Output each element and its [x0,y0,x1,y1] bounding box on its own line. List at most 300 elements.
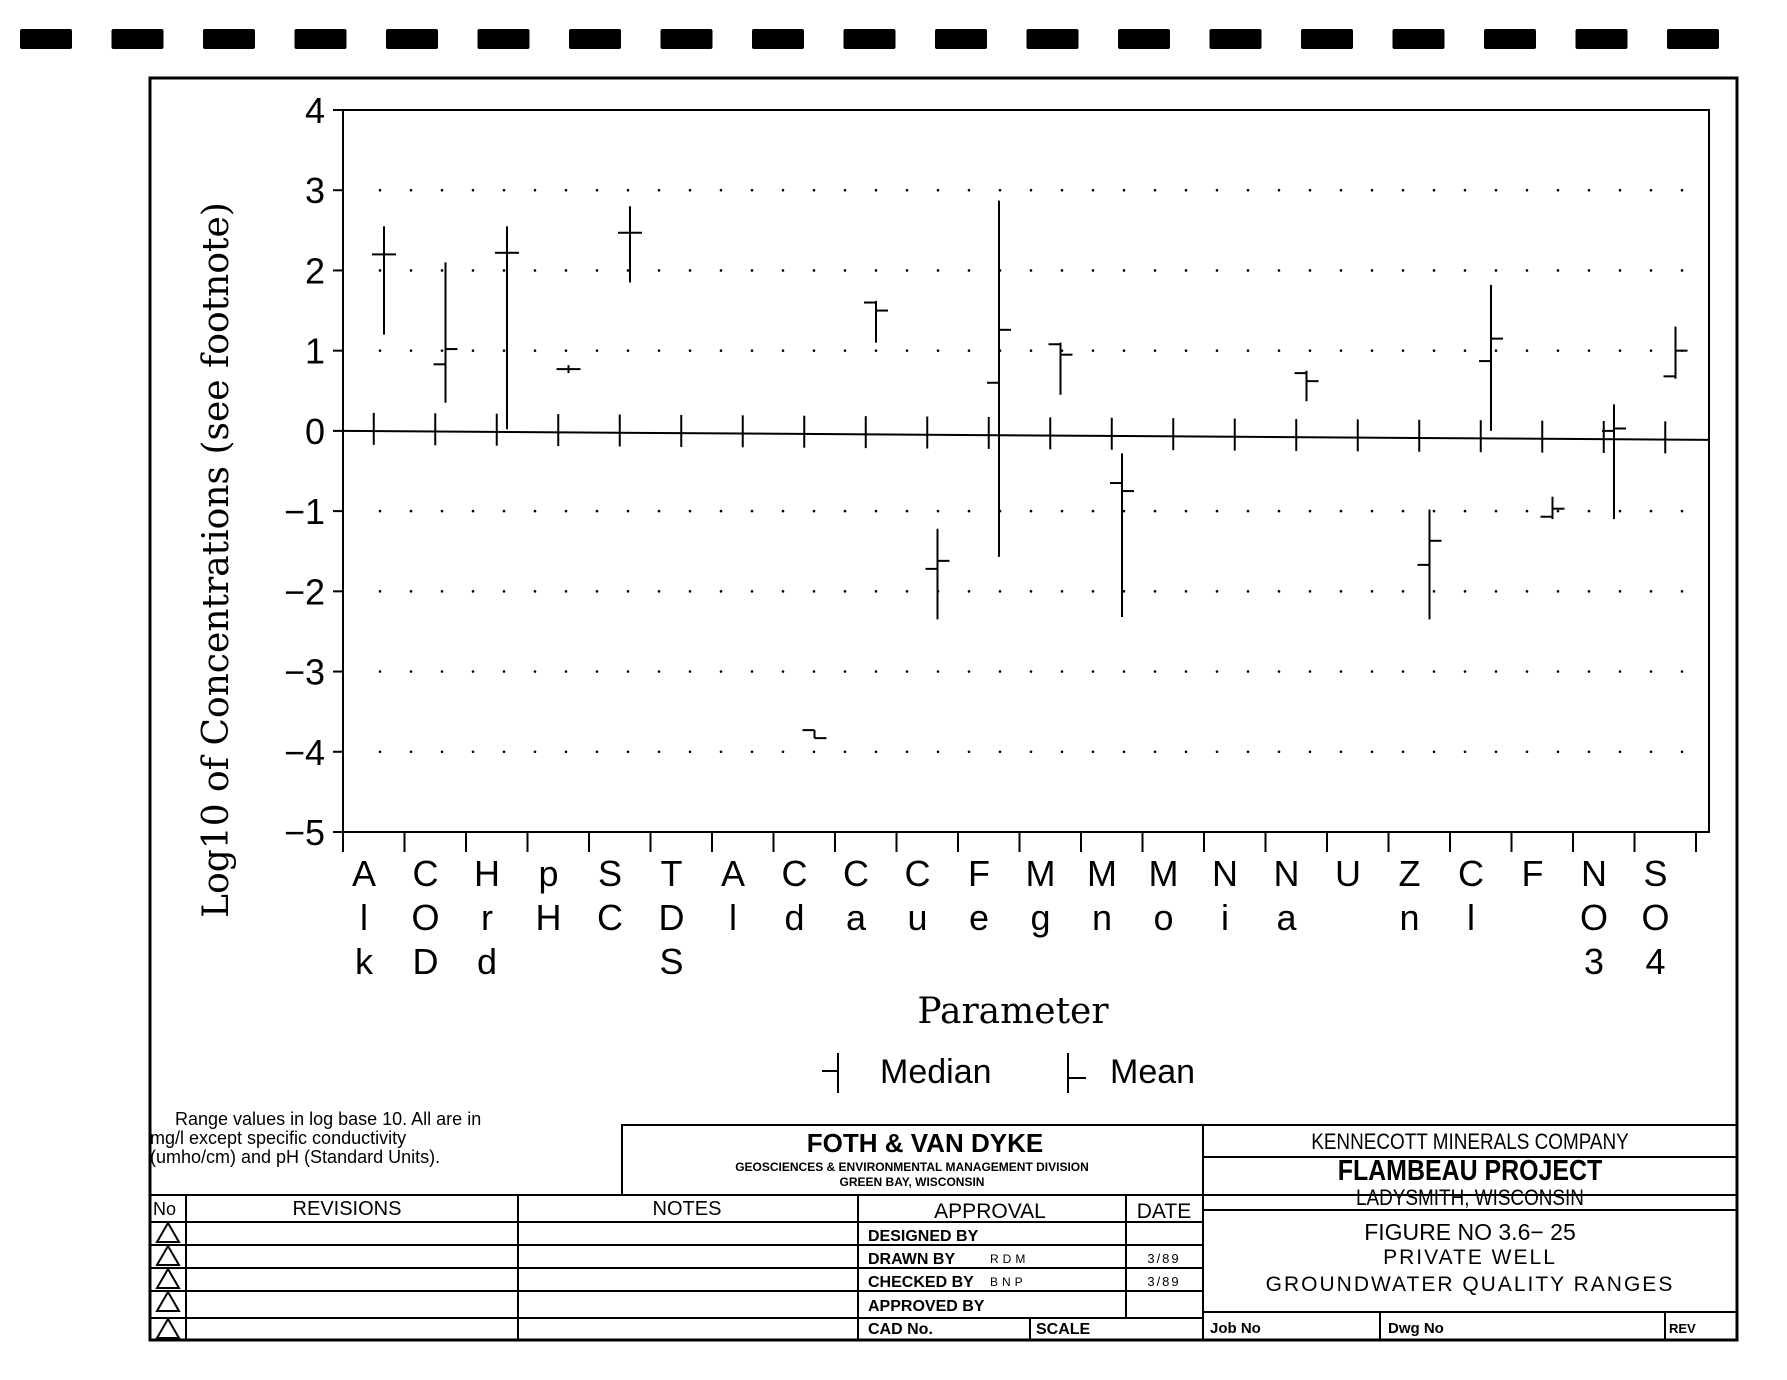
x-tick-label: M [1148,853,1179,894]
grid-dot [503,189,506,192]
grid-dot [1154,349,1157,352]
grid-dot [1247,670,1250,673]
grid-dot [1185,269,1188,272]
grid-dot [1185,750,1188,753]
grid-dot [1123,189,1126,192]
grid-dot [658,189,661,192]
grid-dot [1681,590,1684,593]
footnote-line-1: Range values in log base 10. All are in [175,1109,482,1129]
grid-dot [751,510,754,513]
grid-dot [1154,269,1157,272]
grid-dot [1402,349,1405,352]
x-tick-label: C [904,853,931,894]
grid-dot [1278,510,1281,513]
zero-line [343,413,1709,454]
grid-dot [1371,670,1374,673]
grid-dot [1371,510,1374,513]
grid-dot [1433,750,1436,753]
grid-dot [1526,349,1529,352]
binding-hole [569,29,621,49]
x-axis [343,832,1696,982]
grid-dot [875,590,878,593]
grid-dot [937,750,940,753]
grid-dot [999,189,1002,192]
grid-dot [1619,189,1622,192]
grid-dot [1557,590,1560,593]
date-header: DATE [1136,1200,1192,1223]
grid-dot [534,349,537,352]
grid-dot [875,269,878,272]
grid-dot [1464,189,1467,192]
grid-dot [1402,189,1405,192]
grid-dot [1402,750,1405,753]
grid-dot [1309,189,1312,192]
range-bar [557,365,581,373]
range-bar [803,730,827,738]
grid-dot [1123,750,1126,753]
grid-dot [1495,590,1498,593]
x-tick-label: d [784,897,805,938]
grid-dot [472,510,475,513]
scale-label: SCALE [1036,1321,1091,1338]
plot-frame [343,110,1709,832]
client-location: LADYSMITH, WISCONSIN [1356,1185,1584,1211]
grid-dot [1371,750,1374,753]
binding-hole [295,29,347,49]
grid-dot [1278,349,1281,352]
x-tick-label: r [481,897,493,938]
x-tick-label: l [360,897,368,938]
grid-dot [1030,189,1033,192]
job-no-label: Job No [1210,1320,1261,1337]
grid-dot [534,189,537,192]
grid-dot [751,269,754,272]
range-bars [372,201,1688,738]
grid-dot [906,269,909,272]
grid-dot [1619,510,1622,513]
drawn-by-label: DRAWN BY [868,1251,956,1268]
grid-dot [1061,269,1064,272]
revision-triangle-icon [157,1246,179,1265]
x-tick-label: n [1399,897,1420,938]
grid-dot [751,590,754,593]
x-tick-label: a [845,897,867,938]
grid-dot [1092,590,1095,593]
grid-dot [875,510,878,513]
grid-dot [689,349,692,352]
binding-hole [112,29,164,49]
grid-dot [441,750,444,753]
grid-dot [441,269,444,272]
range-bar [618,206,642,282]
firm-division: GEOSCIENCES & ENVIRONMENTAL MANAGEMENT DIVISION [735,1160,1089,1174]
grid-dot [906,510,909,513]
grid-dot [658,510,661,513]
x-tick-label: F [1521,853,1544,894]
grid-dot [1681,750,1684,753]
grid-dot [751,670,754,673]
grid-dot [1061,590,1064,593]
grid-dot [596,590,599,593]
firm-name: FOTH & VAN DYKE [806,1128,1044,1158]
grid-dot [596,189,599,192]
grid-dot [1650,670,1653,673]
x-tick-label: U [1335,853,1361,894]
grid-dot [658,590,661,593]
grid-dot [379,269,382,272]
grid-dot [1464,590,1467,593]
grid-dot [472,670,475,673]
x-tick-label: O [1641,897,1670,938]
grid-dot [844,750,847,753]
grid-dot [534,670,537,673]
x-tick-label: O [411,897,440,938]
y-tick-label: −2 [283,571,325,613]
y-tick-label: 3 [304,170,325,212]
grid-dot [968,750,971,753]
x-tick-label: N [1581,853,1607,894]
grid-dot [1216,189,1219,192]
range-bar [1110,453,1134,617]
y-tick-label: −3 [283,651,325,693]
x-tick-label: d [476,941,498,982]
x-tick-label: p [538,853,559,894]
binding-hole [386,29,438,49]
binding-hole [661,29,713,49]
grid-dot [875,189,878,192]
range-bar [434,262,458,402]
checked-by-label: CHECKED BY [868,1274,974,1291]
grid-dot [1030,349,1033,352]
grid-dot [1433,670,1436,673]
grid-dot [1185,670,1188,673]
grid-dot [1681,510,1684,513]
cad-no-label: CAD No. [868,1321,933,1338]
grid-dot [906,750,909,753]
grid-dot [1371,269,1374,272]
binding-hole [844,29,896,49]
binding-hole [203,29,255,49]
grid-dot [1309,349,1312,352]
binding-hole [1210,29,1262,49]
grid-dot [1588,349,1591,352]
grid-dot [844,510,847,513]
checked-by-initials: BNP [990,1275,1027,1289]
grid-dot [1588,189,1591,192]
grid-dot [1495,349,1498,352]
checked-date: 3/89 [1147,1274,1181,1289]
grid-dot [1340,670,1343,673]
grid-dot [844,590,847,593]
range-bar [987,201,1011,557]
grid-dot [751,189,754,192]
grid-dot [999,590,1002,593]
grid-dot [1526,670,1529,673]
grid-dot [937,510,940,513]
grid-dot [1650,269,1653,272]
x-tick-label: C [412,853,439,894]
grid-dot [472,750,475,753]
grid-dot [1247,750,1250,753]
grid-dot [813,670,816,673]
grid-dot [689,510,692,513]
grid-dot [999,750,1002,753]
grid-dot [1526,269,1529,272]
grid-dot [472,590,475,593]
grid-dot [1216,590,1219,593]
grid-dot [1371,349,1374,352]
grid-dot [1247,510,1250,513]
grid-dot [410,349,413,352]
grid-dot [844,349,847,352]
y-tick-label: 1 [304,330,325,372]
grid-dot [1154,510,1157,513]
legend-median-label: Median [880,1053,992,1091]
grid-dot [1495,510,1498,513]
grid-dot [1216,269,1219,272]
no-header: No [153,1199,177,1219]
x-tick-label: H [474,853,500,894]
x-tick-label: T [660,853,683,894]
grid-dot [627,750,630,753]
x-tick-label: C [597,897,623,938]
grid-dot [1092,349,1095,352]
x-tick-label: C [1458,853,1484,894]
grid-dot [1247,269,1250,272]
grid-dot [1092,189,1095,192]
grid-dot [658,750,661,753]
grid-dot [1154,750,1157,753]
grid-dot [1092,670,1095,673]
x-tick-label: S [597,853,623,894]
grid-dot [410,510,413,513]
grid-dot [658,349,661,352]
grid-dot [1681,189,1684,192]
grid-dot [627,269,630,272]
grid-dot [1185,189,1188,192]
grid-dot [379,349,382,352]
grid-dot [1340,590,1343,593]
grid-dot [1588,510,1591,513]
grid-dot [1619,670,1622,673]
grid-dot [720,670,723,673]
approval-header: APPROVAL [934,1200,1046,1223]
grid-dot [1278,750,1281,753]
grid-dot [968,670,971,673]
grid-dot [720,750,723,753]
grid-dot [1216,750,1219,753]
binding-hole [1576,29,1628,49]
x-tick-label: M [1087,853,1117,894]
grid-dot [1464,349,1467,352]
grid-dot [1464,750,1467,753]
grid-dot [1247,590,1250,593]
grid-dot [1464,670,1467,673]
grid-dot [1309,670,1312,673]
grid-dot [1557,269,1560,272]
legend [822,1053,1195,1093]
grid-dot [1371,590,1374,593]
grid-dot [565,750,568,753]
grid-dot [1340,349,1343,352]
grid-dot [410,189,413,192]
legend-median-symbol [822,1053,838,1093]
grid-dot [410,269,413,272]
grid-dot [1185,510,1188,513]
client-project: FLAMBEAU PROJECT [1337,1154,1603,1187]
grid-dot [782,349,785,352]
grid-dot [379,590,382,593]
revision-triangle-icon [157,1223,179,1242]
grid-dot [1557,670,1560,673]
x-tick-label: Z [1398,853,1421,894]
grid-dot [1526,750,1529,753]
range-bar [864,301,888,343]
grid-dot [503,269,506,272]
grid-dot [1526,510,1529,513]
grid-dot [1340,750,1343,753]
grid-dot [596,510,599,513]
x-tick-label: C [781,853,808,894]
grid-dot [1185,590,1188,593]
x-tick-label: e [968,897,990,938]
grid-dot [1371,189,1374,192]
grid-dot [1340,510,1343,513]
grid-dot [379,670,382,673]
grid-dot [1650,510,1653,513]
grid-dot [503,670,506,673]
grid-dot [472,349,475,352]
x-tick-label: l [1467,897,1475,938]
grid-dot [689,670,692,673]
figure-title-line-2: GROUNDWATER QUALITY RANGES [1265,1273,1675,1296]
approved-by-label: APPROVED BY [868,1298,985,1315]
grid-dot [1309,750,1312,753]
figure-number: FIGURE NO 3.6− 25 [1364,1219,1576,1245]
grid-dot [999,670,1002,673]
x-tick-label: N [1273,853,1300,894]
grid-dot [1681,670,1684,673]
grid-dot [1278,189,1281,192]
grid-dot [1123,510,1126,513]
grid-dot [596,349,599,352]
grid-dot [1309,510,1312,513]
legend-mean-label: Mean [1110,1053,1196,1091]
binding-hole [20,29,72,49]
grid-dot [1619,269,1622,272]
drawn-date: 3/89 [1147,1251,1181,1266]
firm-city: GREEN BAY, WISCONSIN [839,1175,985,1189]
range-bar [1664,327,1688,379]
zero-baseline [343,431,1709,440]
grid-dot [1495,189,1498,192]
x-tick-label: O [1579,897,1609,938]
grid-dot [968,269,971,272]
grid-dot [937,269,940,272]
grid-dot [534,510,537,513]
grid-dot [1030,510,1033,513]
y-axis [284,90,343,853]
grid-dot [534,750,537,753]
grid-dot [596,750,599,753]
x-tick-label: k [355,941,373,982]
grid-dot [503,590,506,593]
grid-dot [1123,670,1126,673]
grid-dot [1433,510,1436,513]
grid-dot [1619,349,1622,352]
grid-dot [1557,510,1560,513]
grid-dot [720,590,723,593]
grid-dot [627,510,630,513]
firm-block [735,1128,1089,1189]
x-tick-label: D [412,941,439,982]
grid-dot [1061,189,1064,192]
grid-dot [751,750,754,753]
x-tick-label: 4 [1645,941,1666,982]
grid-dot [782,510,785,513]
binding-hole [1484,29,1536,49]
grid-dot [1092,750,1095,753]
grid-dot [1588,750,1591,753]
grid-dot [689,269,692,272]
x-tick-label: i [1221,897,1229,938]
grid-dot [596,670,599,673]
grid-dot [844,189,847,192]
grid-dot [472,269,475,272]
grid-dot [1588,590,1591,593]
grid-dot [1278,590,1281,593]
grid-dot [1526,189,1529,192]
grid-dot [1340,269,1343,272]
grid-dot [1650,590,1653,593]
grid-dot [534,590,537,593]
revision-triangles [157,1223,179,1338]
grid-dot [937,189,940,192]
grid-dot [844,670,847,673]
x-tick-label: C [843,853,869,894]
chart [196,90,1709,1093]
grid-dot [1092,269,1095,272]
revision-triangle-icon [157,1292,179,1311]
legend-mean-symbol [1068,1053,1086,1093]
y-tick-label: 2 [304,250,325,292]
grid-dot [503,349,506,352]
footnote-line-3: (umho/cm) and pH (Standard Units). [150,1147,441,1167]
grid-dot [875,750,878,753]
grid-dot [813,510,816,513]
grid-dot [627,189,630,192]
grid-dot [906,670,909,673]
grid-dot [1464,510,1467,513]
grid-dot [1123,349,1126,352]
grid-dot [441,510,444,513]
grid-dot [1123,590,1126,593]
grid-dot [596,269,599,272]
grid-dot [813,750,816,753]
grid-dot [968,349,971,352]
grid-dot [1433,189,1436,192]
x-tick-label: g [1030,897,1051,938]
binding-hole [1667,29,1719,49]
range-bar [1049,343,1073,395]
grid-dot [813,189,816,192]
grid-dot [968,510,971,513]
grid-dot [782,670,785,673]
range-bar [926,529,950,620]
y-tick-label: 0 [304,410,325,452]
grid-dot [1185,349,1188,352]
grid-dot [1247,349,1250,352]
